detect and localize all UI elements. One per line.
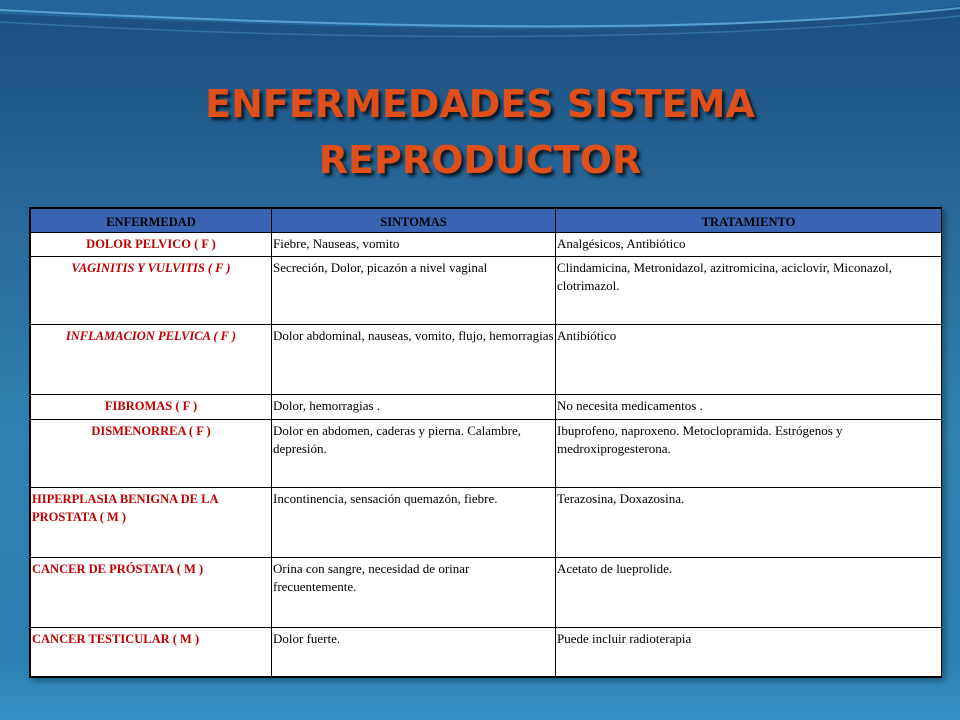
symptoms-cell: Incontinencia, sensación quemazón, fiebre. bbox=[272, 488, 556, 558]
table-row bbox=[31, 628, 942, 677]
disease-table bbox=[29, 207, 942, 678]
title-line-1: ENFERMEDADES SISTEMA bbox=[205, 82, 755, 126]
decorative-swoosh bbox=[0, 0, 960, 80]
table-row bbox=[31, 395, 942, 420]
table-row bbox=[31, 558, 942, 628]
disease-name: DISMENORREA ( F ) bbox=[31, 420, 272, 488]
disease-name: HIPERPLASIA BENIGNA DE LA PROSTATA ( M ) bbox=[31, 488, 272, 558]
table-row bbox=[31, 325, 942, 395]
table-row bbox=[31, 257, 942, 325]
table-row bbox=[31, 488, 942, 558]
symptoms-cell: Orina con sangre, necesidad de orinar frecuentemente. bbox=[272, 558, 556, 628]
symptoms-cell: Dolor fuerte. bbox=[272, 628, 556, 677]
treatment-cell: Antibiótico bbox=[556, 325, 942, 395]
disease-name: DOLOR PELVICO ( F ) bbox=[31, 233, 272, 257]
page-title bbox=[0, 76, 960, 188]
treatment-cell: Acetato de lueprolide. bbox=[556, 558, 942, 628]
treatment-cell: Terazosina, Doxazosina. bbox=[556, 488, 942, 558]
treatment-cell: Ibuprofeno, naproxeno. Metoclopramida. Estrógenos y medroxiprogesterona. bbox=[556, 420, 942, 488]
treatment-cell: No necesita medicamentos . bbox=[556, 395, 942, 420]
disease-name: CANCER DE PRÓSTATA ( M ) bbox=[31, 558, 272, 628]
treatment-cell: Clindamicina, Metronidazol, azitromicina, aciclovir, Miconazol, clotrimazol. bbox=[556, 257, 942, 325]
symptoms-cell: Fiebre, Nauseas, vomito bbox=[272, 233, 556, 257]
table-row bbox=[31, 233, 942, 257]
treatment-cell: Analgésicos, Antibiótico bbox=[556, 233, 942, 257]
title-line-2: REPRODUCTOR bbox=[318, 138, 642, 182]
symptoms-cell: Dolor abdominal, nauseas, vomito, flujo, hemorragias bbox=[272, 325, 556, 395]
table-row bbox=[31, 420, 942, 488]
symptoms-cell: Dolor, hemorragias . bbox=[272, 395, 556, 420]
disease-name: FIBROMAS ( F ) bbox=[31, 395, 272, 420]
symptoms-cell: Secreción, Dolor, picazón a nivel vaginal bbox=[272, 257, 556, 325]
disease-name: CANCER TESTICULAR ( M ) bbox=[31, 628, 272, 677]
disease-name: INFLAMACION PELVICA ( F ) bbox=[31, 325, 272, 395]
symptoms-cell: Dolor en abdomen, caderas y pierna. Calambre, depresión. bbox=[272, 420, 556, 488]
treatment-cell: Puede incluir radioterapia bbox=[556, 628, 942, 677]
header-enfermedad: ENFERMEDAD bbox=[31, 209, 272, 233]
header-sintomas: SINTOMAS bbox=[272, 209, 556, 233]
table-header-row bbox=[31, 209, 942, 233]
header-tratamiento: TRATAMIENTO bbox=[556, 209, 942, 233]
disease-name: VAGINITIS Y VULVITIS ( F ) bbox=[31, 257, 272, 325]
